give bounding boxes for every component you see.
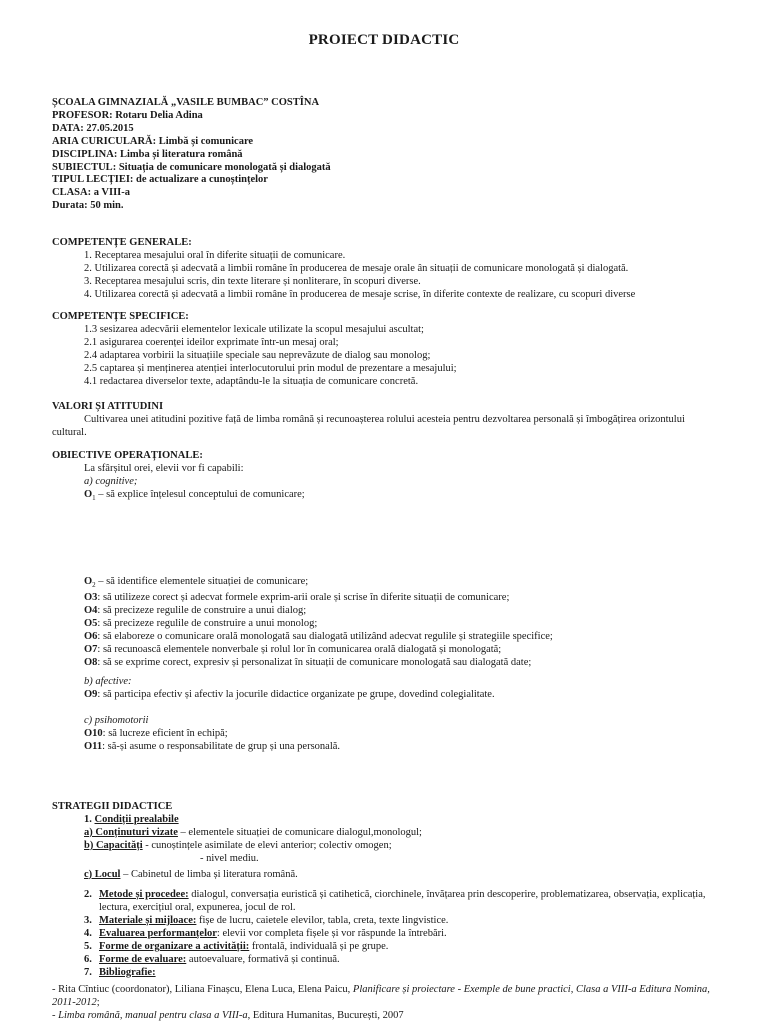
objective-item: O6: să elaboreze o comunicare orală monologată sau dialogată utilizând adecvat regulile și strategiile specifice;	[84, 630, 553, 642]
specific-competence-item: 2.5 captarea și menținerea atenției interlocutorului prin modul de prezentare a mesajului;	[84, 362, 457, 374]
school-name: ȘCOALA GIMNAZIALĂ „VASILE BUMBAC” COSTÎNA	[52, 97, 320, 108]
subject-line: SUBIECTUL: Situația de comunicare monologată și dialogată	[52, 161, 331, 173]
general-competence-item: 3. Receptarea mesajului scris, din texte literare și nonliterare, în scopuri diverse.	[84, 275, 421, 287]
specific-competence-item: 2.4 adaptarea vorbirii la situațiile speciale sau neprevăzute de dialog sau monolog;	[84, 349, 431, 361]
objective-item: O9: să participa efectiv și afectiv la jocurile didactice organizate pe grupe, dovedind colegialitate.	[84, 688, 495, 700]
strategy-item-materials: 3. Materiale și mijloace: fișe de lucru, caietele elevilor, tabla, creta, texte lingvistice.	[84, 915, 449, 927]
specific-competences-section	[52, 311, 732, 388]
objective-item: O10: să lucreze eficient în echipă;	[84, 727, 228, 739]
objective-item: O8: să se exprime corect, expresiv și personalizat în situații de comunicare monologată sau dialogată date;	[84, 656, 532, 668]
bibliography-ref-2: - Limba română, manual pentru clasa a VIII-a, Editura Humanitas, București, 2007	[52, 1009, 404, 1021]
objectives-intro: La sfârșitul orei, elevii vor fi capabili:	[84, 462, 244, 474]
objective-item: O5: să precizeze regulile de construire a unui monolog;	[84, 617, 318, 629]
location-line: c) Locul – Cabinetul de limba și literatura română.	[84, 868, 298, 880]
objectives-section	[52, 450, 732, 505]
objective-item: O3: să utilizeze corect și adecvat formele exprim-arii orale și scrise în diferite situații de comunicare;	[84, 592, 510, 603]
objectives-heading: OBIECTIVE OPERAȚIONALE:	[52, 450, 203, 461]
content-line: a) Conținuturi vizate – elementele situației de comunicare dialogul,monologul;	[84, 826, 422, 838]
strategy-item-organization: 5. Forme de organizare a activității: frontală, individuală și pe grupe.	[84, 941, 389, 953]
objectives-psychomotor	[52, 715, 732, 754]
objectives-affective	[52, 676, 732, 702]
teacher-line: PROFESOR: Rotaru Delia Adina	[52, 109, 203, 121]
psychomotor-label: c) psihomotorii	[84, 715, 149, 726]
values-heading: VALORI ȘI ATITUDINI	[52, 401, 164, 412]
objective-o2: $O_2$ – să identifice elementele situației de comunicare;	[84, 576, 309, 590]
strategies-section	[52, 801, 732, 980]
prerequisites-line: 1. Condiții prealabile	[84, 813, 179, 825]
objective-o1: $O_1$ – să explice înțelesul conceptului de comunicare;	[84, 488, 305, 502]
general-competence-item: 1. Receptarea mesajului oral în diferite situații de comunicare.	[84, 249, 346, 261]
duration-line: Durata: 50 min.	[52, 200, 124, 212]
specific-competence-item: 1.3 sesizarea adecvării elementelor lexicale utilizate la scopul mesajului ascultat;	[84, 323, 424, 335]
date-line: DATA: 27.05.2015	[52, 122, 134, 134]
objective-item: O11: să-și asume o responsabilitate de grup și una personală.	[84, 740, 341, 752]
strategies-heading: STRATEGII DIDACTICE	[52, 801, 173, 812]
class-line: CLASA: a VIII-a	[52, 187, 130, 199]
bibliography-section	[52, 984, 720, 1023]
objective-item: O4: să precizeze regulile de construire a unui dialog;	[84, 604, 307, 616]
strategy-item-evaluation-forms: 6. Forme de evaluare: autoevaluare, formativă și continuă.	[84, 953, 340, 965]
lesson-type-line: TIPUL LECȚIEI: de actualizare a cunoștințelor	[52, 174, 268, 186]
general-competence-item: 2. Utilizarea corectă și adecvată a limbii române în producerea de mesaje orale ân situații de comunicare monologată și dialogată.	[84, 262, 629, 274]
capacities-line-2: - nivel mediu.	[200, 852, 259, 864]
header-info	[52, 97, 732, 213]
general-competences-heading: COMPETENȚE GENERALE:	[52, 237, 192, 248]
objective-item: O7: să recunoască elementele nonverbale și rolul lor în comunicarea orală dialogată și monologată;	[84, 643, 502, 655]
bibliography-ref-1: - Rita Cîntiuc (coordonator), Liliana Finașcu, Elena Luca, Elena Paicu, Planificare și proiectare - Exemple de bune practici, Clasa a VIII-a Editura Nomina, 2011-2012;	[52, 984, 710, 1008]
specific-competences-heading: COMPETENȚE SPECIFICE:	[52, 311, 189, 322]
strategy-item-evaluation: 4. Evaluarea performanțelor: elevii vor completa fișele și vor răspunde la întrebări.	[84, 928, 447, 940]
values-section	[52, 401, 732, 440]
specific-competence-item: 2.1 asigurarea coerenței ideilor exprimate într-un mesaj oral;	[84, 336, 339, 348]
values-text: Cultivarea unei atitudini pozitive față de limba română și recunoașterea rolului acesteia pentru dezvoltarea personală și îmbogățirea orizontului cultural.	[52, 413, 685, 438]
objectives-cognitive-continued	[52, 576, 732, 669]
curricular-area-line: ARIA CURICULARĂ: Limbă și comunicare	[52, 135, 254, 147]
page-title: PROIECT DIDACTIC	[308, 32, 460, 48]
cognitive-label: a) cognitive;	[84, 475, 138, 487]
general-competence-item: 4. Utilizarea corectă și adecvată a limbii române în producerea de mesaje scrise, în diferite contexte de realizare, cu scopuri diverse	[84, 288, 636, 300]
affective-label: b) afective:	[84, 676, 132, 687]
strategy-item-bibliography: 7. Bibliografie:	[84, 966, 156, 978]
discipline-line: DISCIPLINA: Limba și literatura română	[52, 148, 243, 160]
strategy-item-methods: 2. Metode și procedee: dialogul, conversația euristică și catihetică, ciorchinele, învățarea prin descoperire, problematizarea, observația, explicația, lectura, exercițiul oral, expunerea, jocul de rol.	[84, 889, 706, 914]
capacities-line: b) Capacități - cunoștințele asimilate de elevi anterior; colectiv omogen;	[84, 839, 392, 851]
specific-competence-item: 4.1 redactarea diverselor texte, adaptându-le la situația de comunicare concretă.	[84, 375, 419, 387]
general-competences-section	[52, 237, 732, 302]
